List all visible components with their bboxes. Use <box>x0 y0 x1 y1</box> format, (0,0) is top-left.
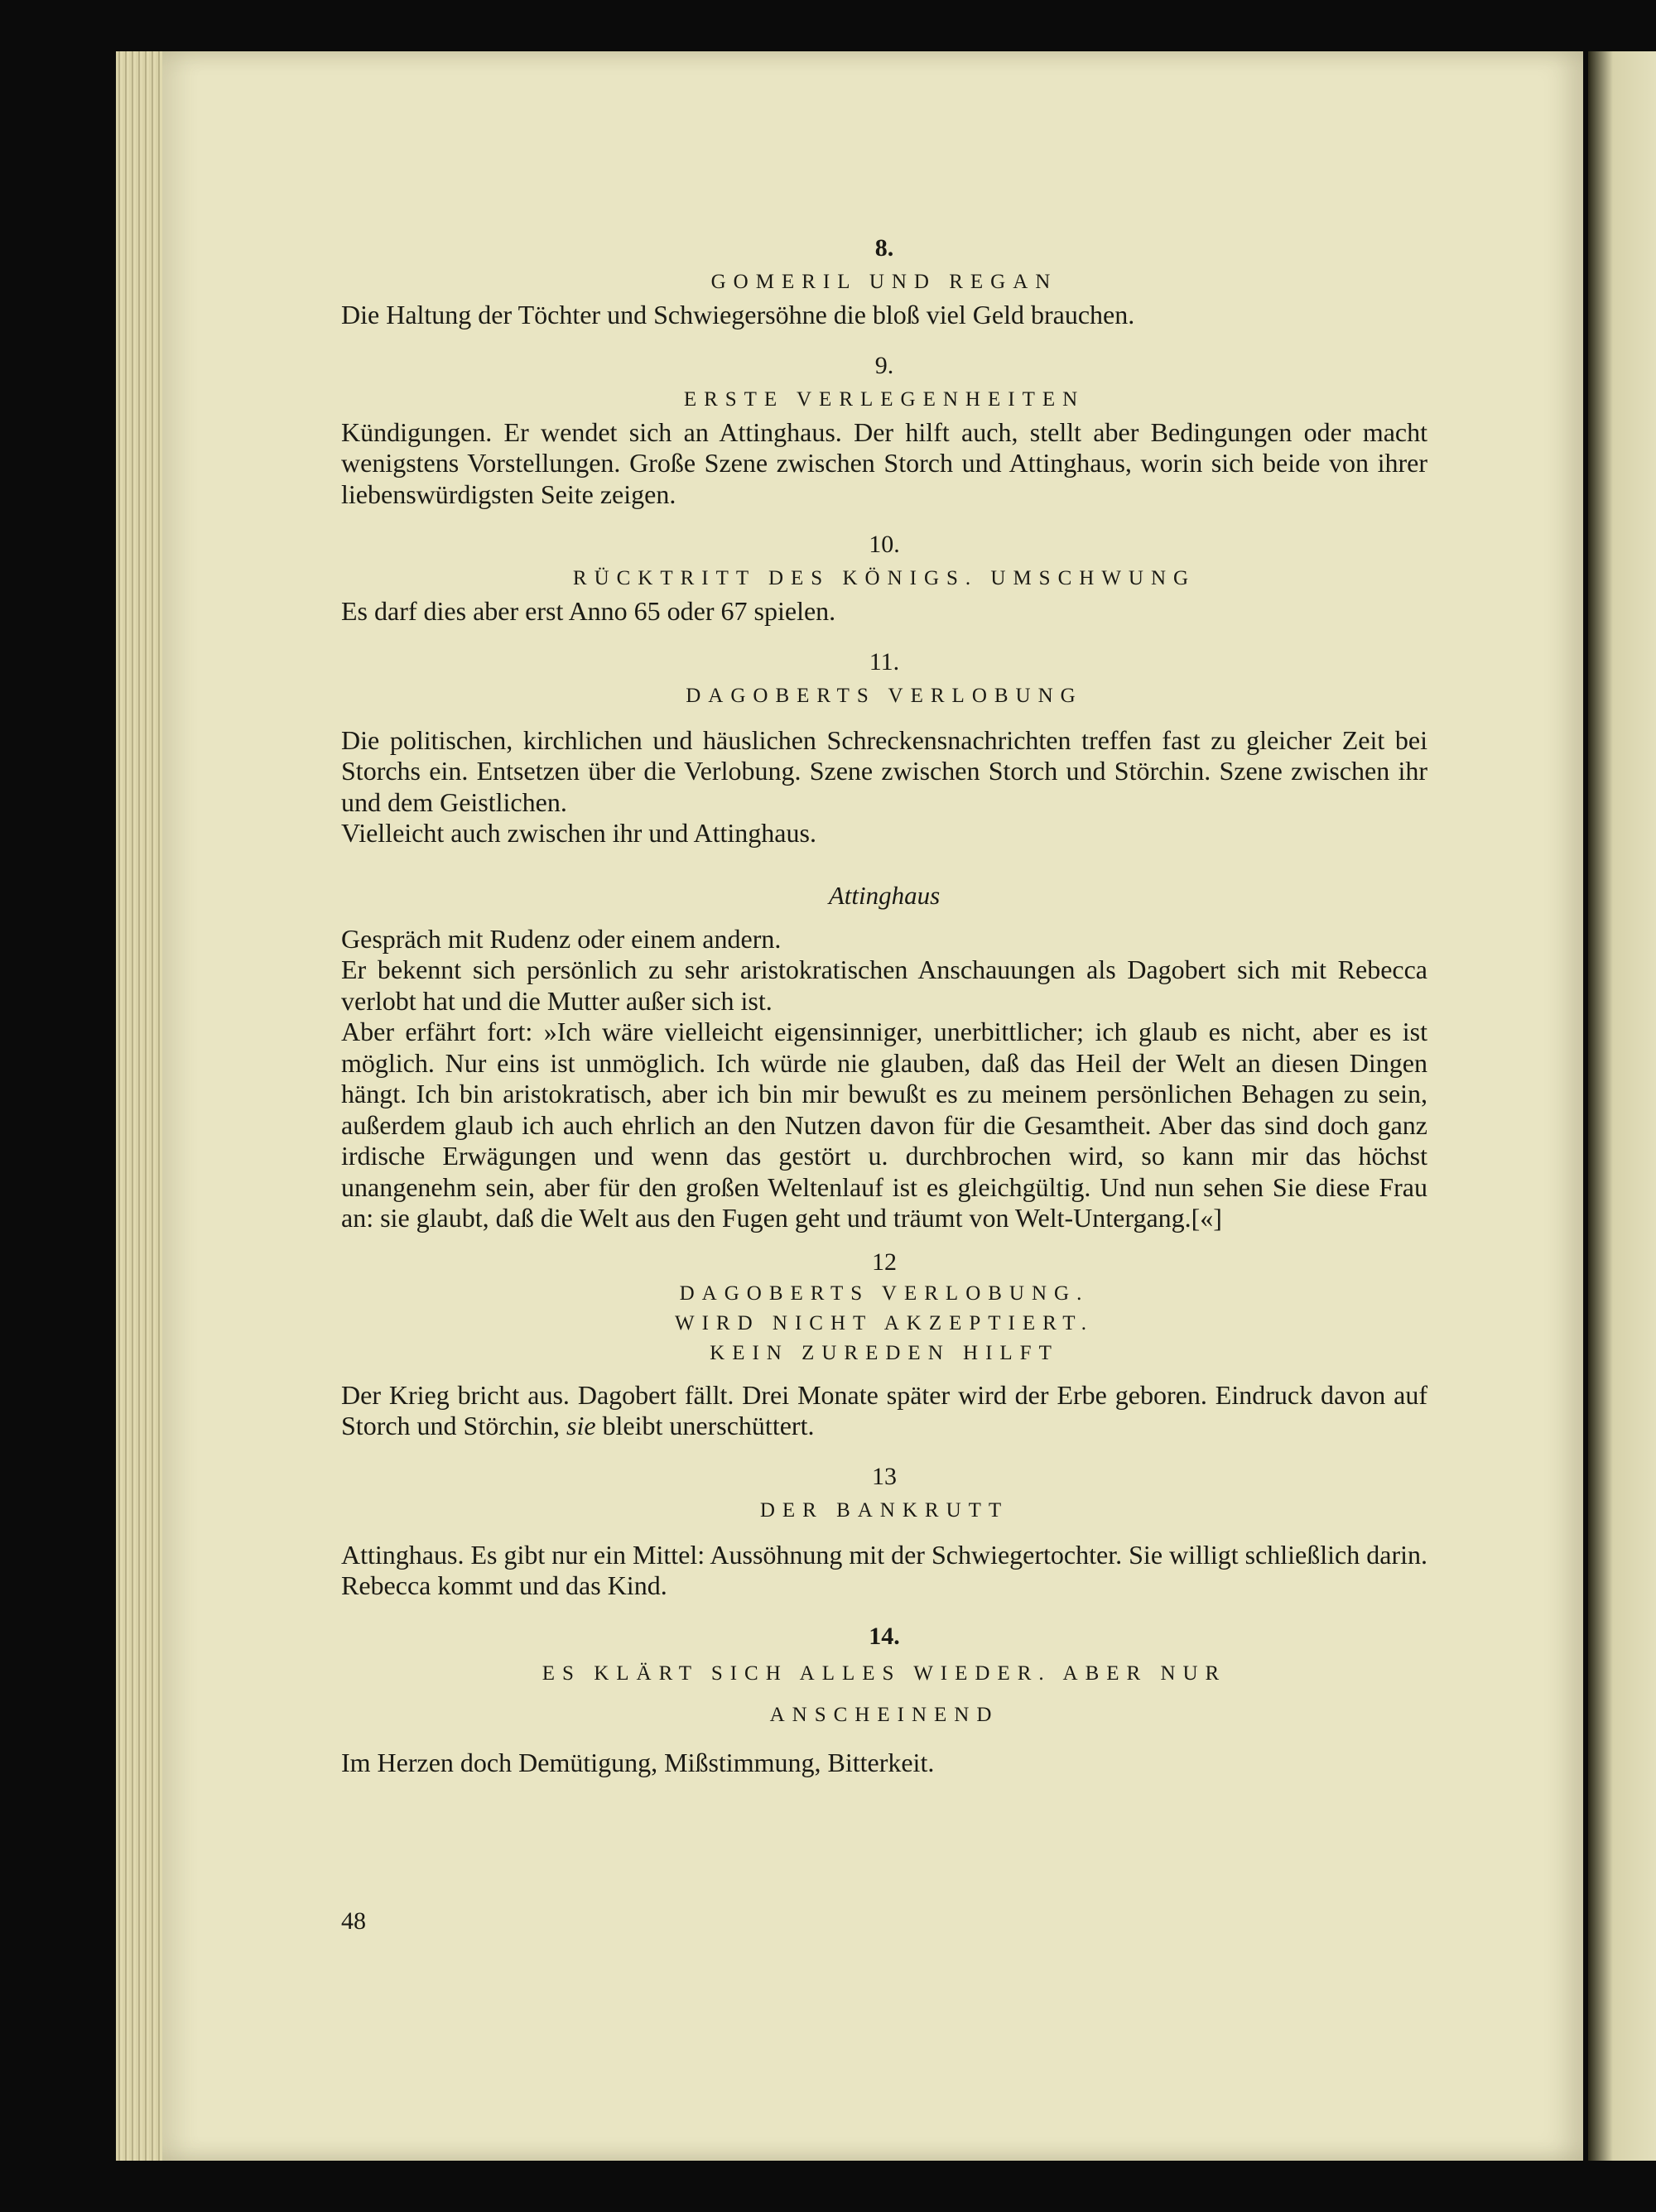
section-body: Die Haltung der Töchter und Schwiegersöhne die bloß viel Geld brauchen. <box>341 300 1135 329</box>
section-title: ES KLÄRT SICH ALLES WIEDER. ABER NUR <box>542 1661 1227 1685</box>
section-number: 14. <box>869 1622 900 1650</box>
section-body: Die politischen, kirchlichen und häuslichen Schreckensnachrichten treffen fast zu gleicher Zeit bei Storchs ein. Entsetzen über die Verlobung. Szene zwischen Storch und Störchin. Szene zwischen ihr und dem Geistlichen. <box>341 724 1427 817</box>
section-number: 13 <box>872 1462 897 1490</box>
section-body: Vielleicht auch zwischen ihr und Attinghaus. <box>341 818 816 848</box>
section-title: RÜCKTRITT DES KÖNIGS. UMSCHWUNG <box>572 567 1196 589</box>
section-title: DAGOBERTS VERLOBUNG <box>686 684 1083 707</box>
section-title: ERSTE VERLEGENHEITEN <box>683 387 1086 411</box>
section-title: DER BANKRUTT <box>759 1498 1009 1522</box>
section-number: 8. <box>874 234 894 262</box>
section-body: Attinghaus. Es gibt nur ein Mittel: Aussöhnung mit der Schwiegertochter. Sie willigt schließlich darin. Rebecca kommt und das Kind. <box>341 1539 1427 1600</box>
section-number: 11. <box>869 647 900 676</box>
section-title: WIRD NICHT AKZEPTIERT. <box>675 1311 1094 1334</box>
section-title: GOMERIL UND REGAN <box>710 271 1058 293</box>
section-body: Im Herzen doch Demütigung, Mißstimmung, Bitterkeit. <box>341 1747 935 1777</box>
facing-page-edge <box>1588 51 1656 2161</box>
section-body: Der Krieg bricht aus. Dagobert fällt. Drei Monate später wird der Erbe geboren. Eindruck davon auf Storch und Störchin, sie bleibt unerschüttert. <box>341 1379 1427 1440</box>
page-number: 48 <box>341 1907 366 1935</box>
subheading: Attinghaus <box>828 880 941 910</box>
section-body: Er bekennt sich persönlich zu sehr aristokratischen Anschauungen als Dagobert sich mit Rebecca verlobt hat und die Mutter außer sich ist. <box>341 955 1427 1016</box>
quote-body: Aber erfährt fort: »Ich wäre vielleicht eigensinniger, unerbittlicher; ich glaub es nicht, aber es ist möglich. Nur eins ist unmöglich. Ich würde nie glauben, daß das Heil der Welt an diesen Dingen hängt. Ich bin aristokratisch, aber ich bin mir bewußt es zu meinem persönlichen Behagen zu sein, außerdem glaub ich auch ehrlich an den Nutzen davon für die Gesamtheit. Aber das sind doch ganz irdische Erwägungen und wenn das gestört u. durchbrochen wird, so kann mir das höchst unangenehm sein, aber für den großen Weltenlauf ist es gleichgültig. Und nun sehen Sie diese Frau an: sie glaubt, daß die Welt aus den Fugen geht und träumt von Welt-Untergang.[«] <box>341 1017 1427 1233</box>
section-number: 12 <box>872 1248 897 1276</box>
section-body: Es darf dies aber erst Anno 65 oder 67 spielen. <box>341 596 836 626</box>
section-body: Kündigungen. Er wendet sich an Attinghaus. Der hilft auch, stellt aber Bedingungen oder macht wenigstens Vorstellungen. Große Szene zwischen Storch und Attinghaus, worin sich beide von ihrer liebenswürdigsten Seite zeigen. <box>341 416 1427 509</box>
section-title: KEIN ZUREDEN HILFT <box>710 1341 1059 1364</box>
section-body: Gespräch mit Rudenz oder einem andern. <box>341 923 782 954</box>
section-title: DAGOBERTS VERLOBUNG. <box>679 1282 1090 1305</box>
section-title: ANSCHEINEND <box>769 1703 999 1726</box>
page-text <box>341 232 1427 1778</box>
section-number: 9. <box>874 351 894 379</box>
section-number: 10. <box>869 531 900 558</box>
